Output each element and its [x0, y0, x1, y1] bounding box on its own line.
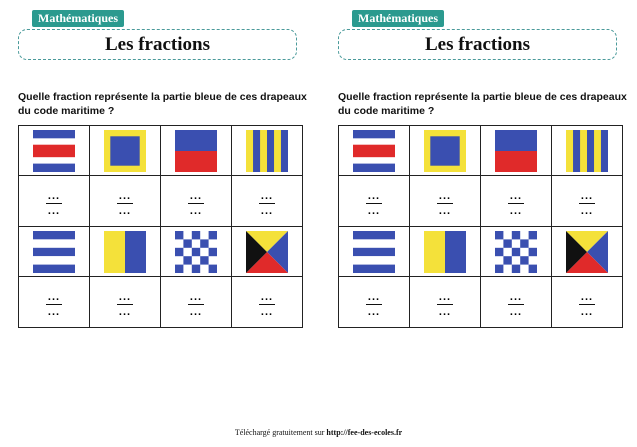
flag-yellow-blue-icon	[104, 231, 146, 273]
flag-row	[339, 227, 623, 277]
flag-c-icon	[353, 130, 395, 172]
footer-text: Téléchargé gratuitement sur	[234, 428, 325, 437]
answer-cell[interactable]: $\frac{...}{...}$	[232, 176, 303, 227]
answer-cell[interactable]: $\frac{...}{...}$	[339, 176, 410, 227]
answer-cell[interactable]: $\frac{...}{...}$	[90, 277, 161, 328]
flag-z-icon	[246, 231, 288, 273]
flag-checker-icon	[175, 231, 217, 273]
flag-grid	[338, 125, 623, 328]
flag-checker-icon	[495, 231, 537, 273]
answer-cell[interactable]: $\frac{...}{...}$	[232, 277, 303, 328]
flag-blue-red-icon	[175, 130, 217, 172]
flag-e-icon	[353, 231, 395, 273]
answer-cell[interactable]: $\frac{...}{...}$	[90, 176, 161, 227]
answer-cell[interactable]: $\frac{...}{...}$	[161, 277, 232, 328]
answer-row	[19, 277, 303, 328]
flag-row	[339, 126, 623, 176]
flag-row	[19, 126, 303, 176]
answer-cell[interactable]: $\frac{...}{...}$	[19, 277, 90, 328]
answer-cell[interactable]: $\frac{...}{...}$	[552, 176, 623, 227]
flag-g-icon	[246, 130, 288, 172]
answer-cell[interactable]: $\frac{...}{...}$	[552, 277, 623, 328]
subject-tag: Mathématiques	[352, 10, 444, 27]
worksheet-right	[338, 0, 637, 340]
flag-grid	[18, 125, 303, 328]
answer-cell[interactable]: $\frac{...}{...}$	[19, 176, 90, 227]
question-text: Quelle fraction représente la partie bleue de ces drapeaux du code maritime ?	[18, 91, 307, 117]
answer-cell[interactable]: $\frac{...}{...}$	[410, 176, 481, 227]
footer	[0, 428, 637, 437]
flag-c-icon	[33, 130, 75, 172]
worksheet-left	[18, 0, 318, 340]
answer-row	[339, 176, 623, 227]
flag-row	[19, 227, 303, 277]
answer-cell[interactable]: $\frac{...}{...}$	[161, 176, 232, 227]
footer-link[interactable]: http://fee-des-ecoles.fr	[326, 428, 403, 437]
question-text: Quelle fraction représente la partie bleue de ces drapeaux du code maritime ?	[338, 91, 627, 117]
flag-z-icon	[566, 231, 608, 273]
title-box	[338, 29, 617, 60]
page-title: Les fractions	[424, 33, 530, 55]
answer-cell[interactable]: $\frac{...}{...}$	[481, 176, 552, 227]
flag-p-icon	[424, 130, 466, 172]
flag-blue-red-icon	[495, 130, 537, 172]
flag-e-icon	[33, 231, 75, 273]
answer-row	[19, 176, 303, 227]
page-title: Les fractions	[104, 33, 210, 55]
flag-yellow-blue-icon	[424, 231, 466, 273]
flag-g-icon	[566, 130, 608, 172]
title-box	[18, 29, 297, 60]
answer-cell[interactable]: $\frac{...}{...}$	[481, 277, 552, 328]
subject-tag: Mathématiques	[32, 10, 124, 27]
flag-p-icon	[104, 130, 146, 172]
answer-row	[339, 277, 623, 328]
answer-cell[interactable]: $\frac{...}{...}$	[339, 277, 410, 328]
answer-cell[interactable]: $\frac{...}{...}$	[410, 277, 481, 328]
